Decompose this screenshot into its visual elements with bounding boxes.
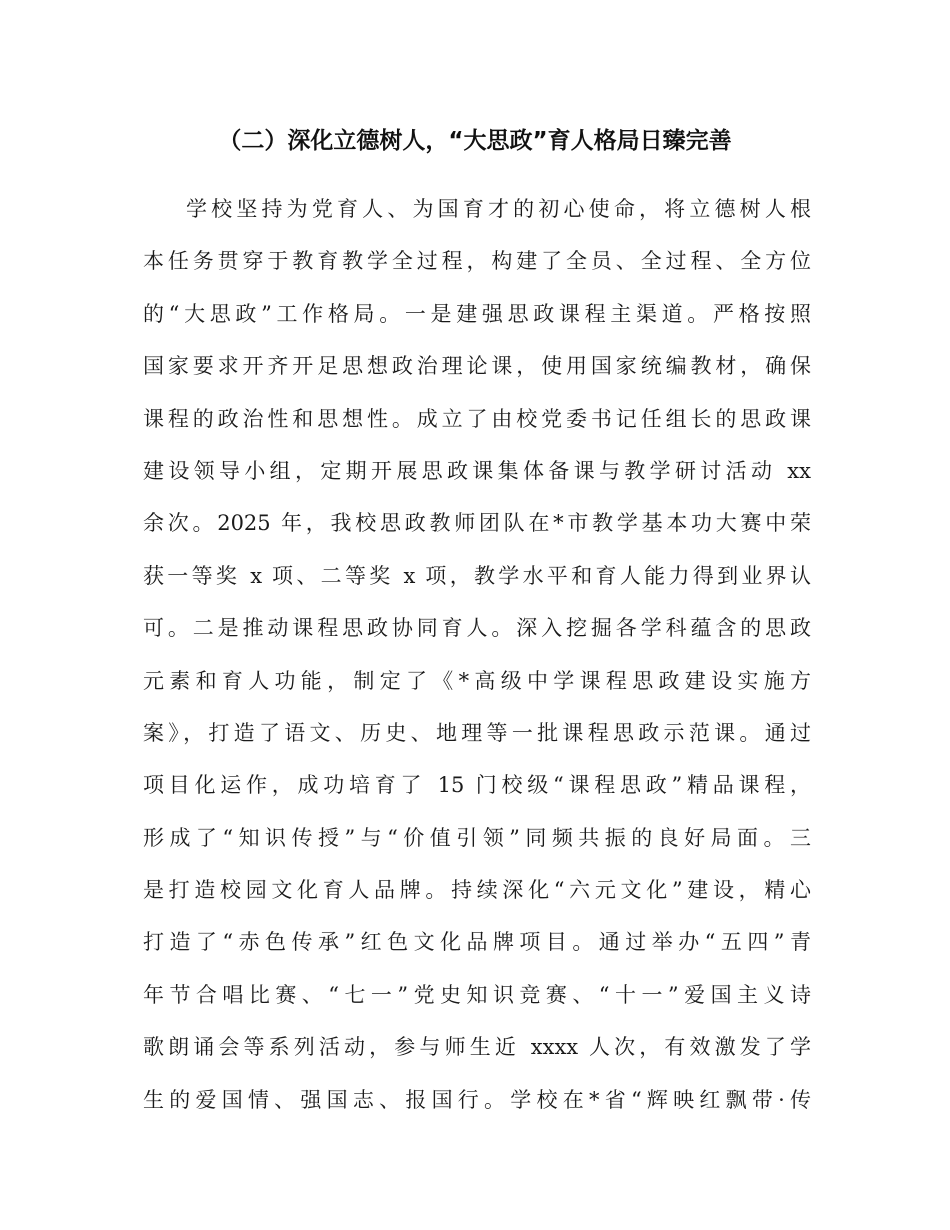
body-line: 本任务贯穿于教育教学全过程，构建了全员、全过程、全方位 [143, 249, 811, 274]
body-line: 生的爱国情、强国志、报国行。学校在*省“辉映红飘带·传 [143, 1087, 811, 1112]
body-line: 形成了“知识传授”与“价值引领”同频共振的良好局面。三 [143, 825, 811, 850]
body-line: 余次。2025 年，我校思政教师团队在*市教学基本功大赛中荣 [143, 511, 811, 536]
body-line: 打造了“赤色传承”红色文化品牌项目。通过举办“五四”青 [143, 930, 811, 955]
body-line: 可。二是推动课程思政协同育人。深入挖掘各学科蕴含的思政 [143, 616, 811, 641]
body-line: 建设领导小组，定期开展思政课集体备课与教学研讨活动 xx [143, 458, 811, 483]
body-line: 年节合唱比赛、“七一”党史知识竞赛、“十一”爱国主义诗 [143, 982, 811, 1007]
body-line: 元素和育人功能，制定了《*高级中学课程思政建设实施方 [143, 668, 811, 693]
body-line: 国家要求开齐开足思想政治理论课，使用国家统编教材，确保 [143, 354, 811, 379]
body-line: 获一等奖 x 项、二等奖 x 项，教学水平和育人能力得到业界认 [143, 563, 811, 588]
body-text [143, 194, 811, 1137]
section-heading: （二）深化立德树人，“大思政”育人格局日臻完善 [218, 128, 732, 154]
body-line: 的“大思政”工作格局。一是建强思政课程主渠道。严格按照 [143, 301, 811, 326]
body-line: 案》，打造了语文、历史、地理等一批课程思政示范课。通过 [143, 720, 811, 745]
body-line: 学校坚持为党育人、为国育才的初心使命，将立德树人根 [186, 197, 811, 221]
body-line: 是打造校园文化育人品牌。持续深化“六元文化”建设，精心 [143, 878, 811, 903]
body-line: 项目化运作，成功培育了 15 门校级“课程思政”精品课程， [143, 773, 811, 798]
body-line: 歌朗诵会等系列活动，参与师生近 xxxx 人次，有效激发了学 [143, 1035, 811, 1060]
body-line: 课程的政治性和思想性。成立了由校党委书记任组长的思政课 [143, 406, 811, 431]
